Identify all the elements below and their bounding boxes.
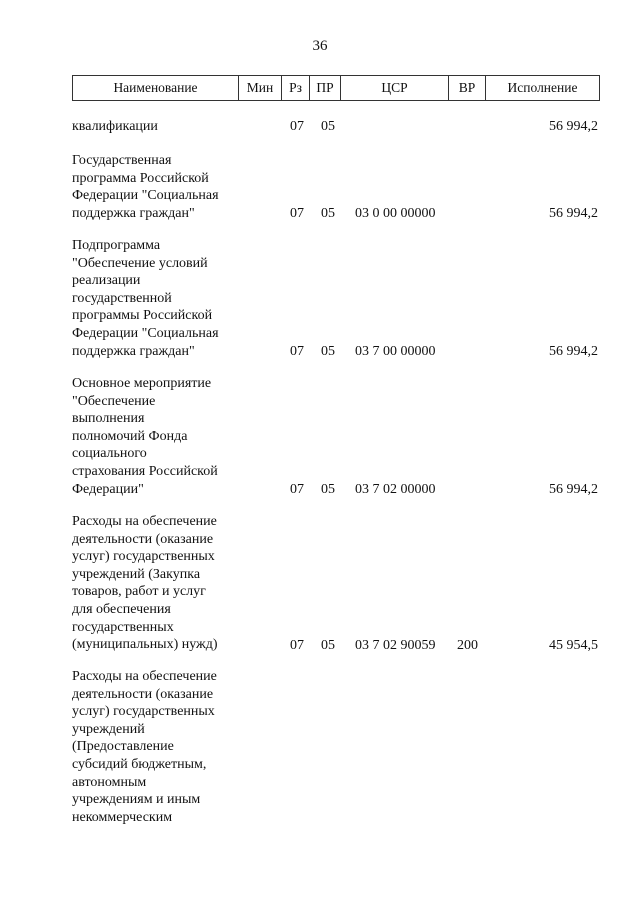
row-rz: 07 bbox=[290, 638, 304, 653]
header-csr: ЦСР bbox=[341, 76, 449, 100]
row-rz: 07 bbox=[290, 482, 304, 497]
header-vr: ВР bbox=[449, 76, 486, 100]
row-exec: 45 954,5 bbox=[549, 638, 598, 653]
row-exec: 56 994,2 bbox=[549, 482, 598, 497]
row-name: Основное мероприятие "Обеспечение выполнения полномочий Фонда социального страхования Российской Федерации" bbox=[72, 376, 218, 497]
row-csr: 03 7 02 90059 bbox=[355, 638, 436, 653]
row-name: Государственная программа Российской Федерации "Социальная поддержка граждан" bbox=[72, 153, 219, 221]
row-pr: 05 bbox=[321, 206, 335, 221]
row-pr: 05 bbox=[321, 638, 335, 653]
row-exec: 56 994,2 bbox=[549, 206, 598, 221]
table-header bbox=[72, 75, 600, 101]
row-csr: 03 7 00 00000 bbox=[355, 344, 436, 359]
row-csr: 03 0 00 00000 bbox=[355, 206, 436, 221]
header-name: Наименование bbox=[73, 76, 239, 100]
row-csr: 03 7 02 00000 bbox=[355, 482, 436, 497]
row-exec: 56 994,2 bbox=[549, 344, 598, 359]
row-name: квалификации bbox=[72, 119, 158, 134]
row-rz: 07 bbox=[290, 206, 304, 221]
row-pr: 05 bbox=[321, 119, 335, 134]
row-pr: 05 bbox=[321, 482, 335, 497]
row-rz: 07 bbox=[290, 119, 304, 134]
header-pr: ПР bbox=[310, 76, 341, 100]
row-vr: 200 bbox=[457, 638, 478, 653]
header-exec: Исполнение bbox=[507, 80, 578, 95]
page-number: 36 bbox=[312, 38, 328, 54]
row-name: Расходы на обеспечение деятельности (оказание услуг) государственных учреждений (Предоставление субсидий бюджетным, автономным учреждениям и иным некоммерческим bbox=[72, 669, 217, 825]
row-pr: 05 bbox=[321, 344, 335, 359]
header-min: Мин bbox=[239, 76, 282, 100]
row-name: Подпрограмма "Обеспечение условий реализации государственной программы Российской Федерации "Социальная поддержка граждан" bbox=[72, 238, 219, 359]
row-name: Расходы на обеспечение деятельности (оказание услуг) государственных учреждений (Закупка товаров, работ и услуг для обеспечения государственных (муниципальных) нужд) bbox=[72, 514, 218, 653]
header-rz: Рз bbox=[282, 76, 310, 100]
row-exec: 56 994,2 bbox=[549, 119, 598, 134]
row-rz: 07 bbox=[290, 344, 304, 359]
